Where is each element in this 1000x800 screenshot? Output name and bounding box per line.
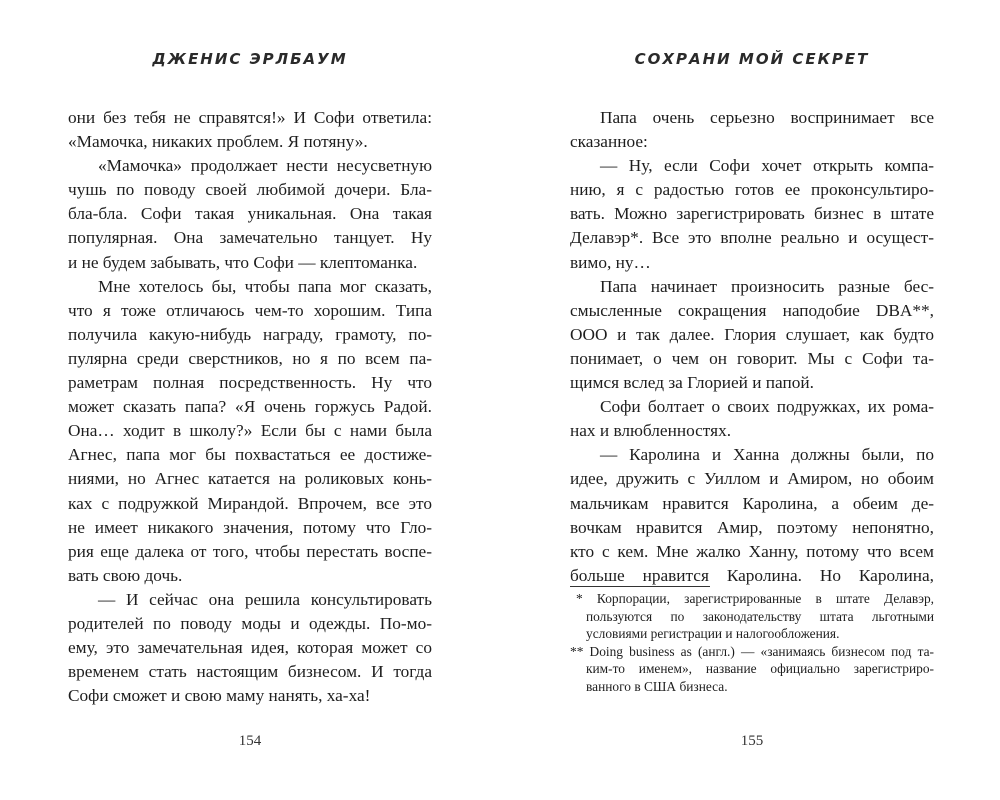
text-line: вочкам нравится Амир, поэтому непонятно, bbox=[570, 517, 934, 537]
right-page-body bbox=[570, 106, 934, 588]
footnote-line: ** Doing business as (англ.) — «занимаясь бизнесом под та- bbox=[570, 643, 934, 659]
text-line: что я тоже отличаюсь чем-то хорошим. Типа bbox=[68, 300, 432, 320]
text-line: вать свою дочь. bbox=[68, 565, 183, 585]
text-line: «Мамочка» продолжает нести несусветную bbox=[98, 156, 432, 176]
text-line: пулярна среди сверстников, но я по всем па- bbox=[68, 348, 432, 368]
left-page-body bbox=[68, 106, 432, 708]
page-number: 154 bbox=[238, 733, 262, 749]
text-line: Софи сможет и свою маму нанять, ха-ха! bbox=[68, 686, 371, 706]
text-line: раметрам полная посредственность. Ну что bbox=[68, 373, 432, 393]
text-line: сказанное: bbox=[570, 132, 648, 152]
text-line: нию, я с радостью готов ее проконсультиро- bbox=[570, 180, 934, 200]
page-number: 155 bbox=[740, 733, 764, 749]
text-line: ООО и так далее. Глория слушает, как будто bbox=[570, 324, 934, 344]
text-line: — Каролина и Ханна должны были, по bbox=[600, 445, 934, 465]
text-line: мальчикам нравится Каролина, а обеим де- bbox=[570, 493, 934, 513]
text-line: нах и влюбленностях. bbox=[570, 421, 732, 441]
text-line: не имеет никакого значения, потому что Гло- bbox=[68, 517, 432, 537]
text-line: они без тебя не справятся!» И Софи ответила: bbox=[68, 108, 432, 127]
text-line: Делавэр*. Все это вполне реально и осущест- bbox=[570, 228, 934, 248]
text-line: больше нравится Каролина. Но Каролина, bbox=[570, 565, 934, 585]
text-line: Папа очень серьезно воспринимает все bbox=[600, 108, 934, 127]
text-line: идее, дружить с Уиллом и Амиром, но обоим bbox=[570, 469, 934, 489]
footnote-line: ванного в США бизнеса. bbox=[586, 678, 728, 694]
footnote-divider bbox=[570, 586, 710, 587]
text-line: родителей по поводу моды и одежды. По-мо- bbox=[68, 613, 432, 633]
text-line: получила какую-нибудь награду, грамоту, по- bbox=[68, 324, 432, 344]
text-line: Софи болтает о своих подружках, их рома- bbox=[600, 397, 934, 417]
footnote-line: пользуются по законодательству штата льготными bbox=[586, 608, 934, 624]
text-line: Агнес, папа мог бы похвастаться ее достиже- bbox=[68, 445, 432, 465]
text-line: Мне хотелось бы, чтобы папа мог сказать, bbox=[98, 276, 432, 296]
left-page bbox=[68, 0, 432, 800]
text-line: смысленные сокращения наподобие DBA**, bbox=[570, 300, 934, 320]
text-line: Она… ходит в школу?» Если бы с нами была bbox=[68, 421, 432, 441]
text-line: ему, это замечательная идея, которая может со bbox=[68, 638, 432, 658]
text-line: — И сейчас она решила консультировать bbox=[98, 589, 432, 609]
text-line: — Ну, если Софи хочет открыть компа- bbox=[600, 156, 934, 176]
running-head-author: ДЖЕНИС ЭРЛБАУМ bbox=[152, 50, 348, 68]
text-line: может сказать папа? «Я очень горжусь Радой. bbox=[68, 397, 432, 417]
text-line: Папа начинает произносить разные бес- bbox=[600, 276, 934, 296]
text-line: «Мамочка, никаких проблем. Я потяну». bbox=[68, 132, 368, 152]
footnote-line: условиями регистрации и налогообложения. bbox=[586, 626, 840, 642]
text-line: ках с подружкой Мирандой. Впрочем, все это bbox=[68, 493, 432, 513]
text-line: и не будем забывать, что Софи — клептоманка. bbox=[68, 252, 418, 272]
footnote-line: ким-то именем», название официально зарегистриро- bbox=[586, 661, 934, 677]
text-line: временем стать настоящим бизнесом. И тогда bbox=[68, 662, 432, 682]
footnote-line: * Корпорации, зарегистрированные в штате Делавэр, bbox=[576, 591, 934, 606]
text-line: вимо, ну… bbox=[570, 252, 651, 272]
text-line: рия еще далека от того, чтобы перестать воспе- bbox=[68, 541, 432, 561]
footnotes bbox=[570, 590, 934, 696]
right-page bbox=[570, 0, 934, 800]
text-line: кто с кем. Мне жалко Ханну, потому что всем bbox=[570, 541, 934, 561]
text-line: чушь по поводу своей любимой дочери. Бла- bbox=[68, 180, 432, 200]
text-line: бла-бла. Софи такая уникальная. Она такая bbox=[68, 204, 432, 224]
running-head-title: СОХРАНИ МОЙ СЕКРЕТ bbox=[634, 50, 870, 68]
text-line: щимся вслед за Глорией и папой. bbox=[570, 373, 814, 393]
text-line: понимает, о чем он говорит. Мы с Софи та- bbox=[570, 348, 934, 368]
text-line: вать. Можно зарегистрировать бизнес в штате bbox=[570, 204, 934, 224]
text-line: ниями, но Агнес катается на роликовых конь- bbox=[68, 469, 432, 489]
text-line: популярная. Она замечательно танцует. Ну bbox=[68, 228, 432, 248]
